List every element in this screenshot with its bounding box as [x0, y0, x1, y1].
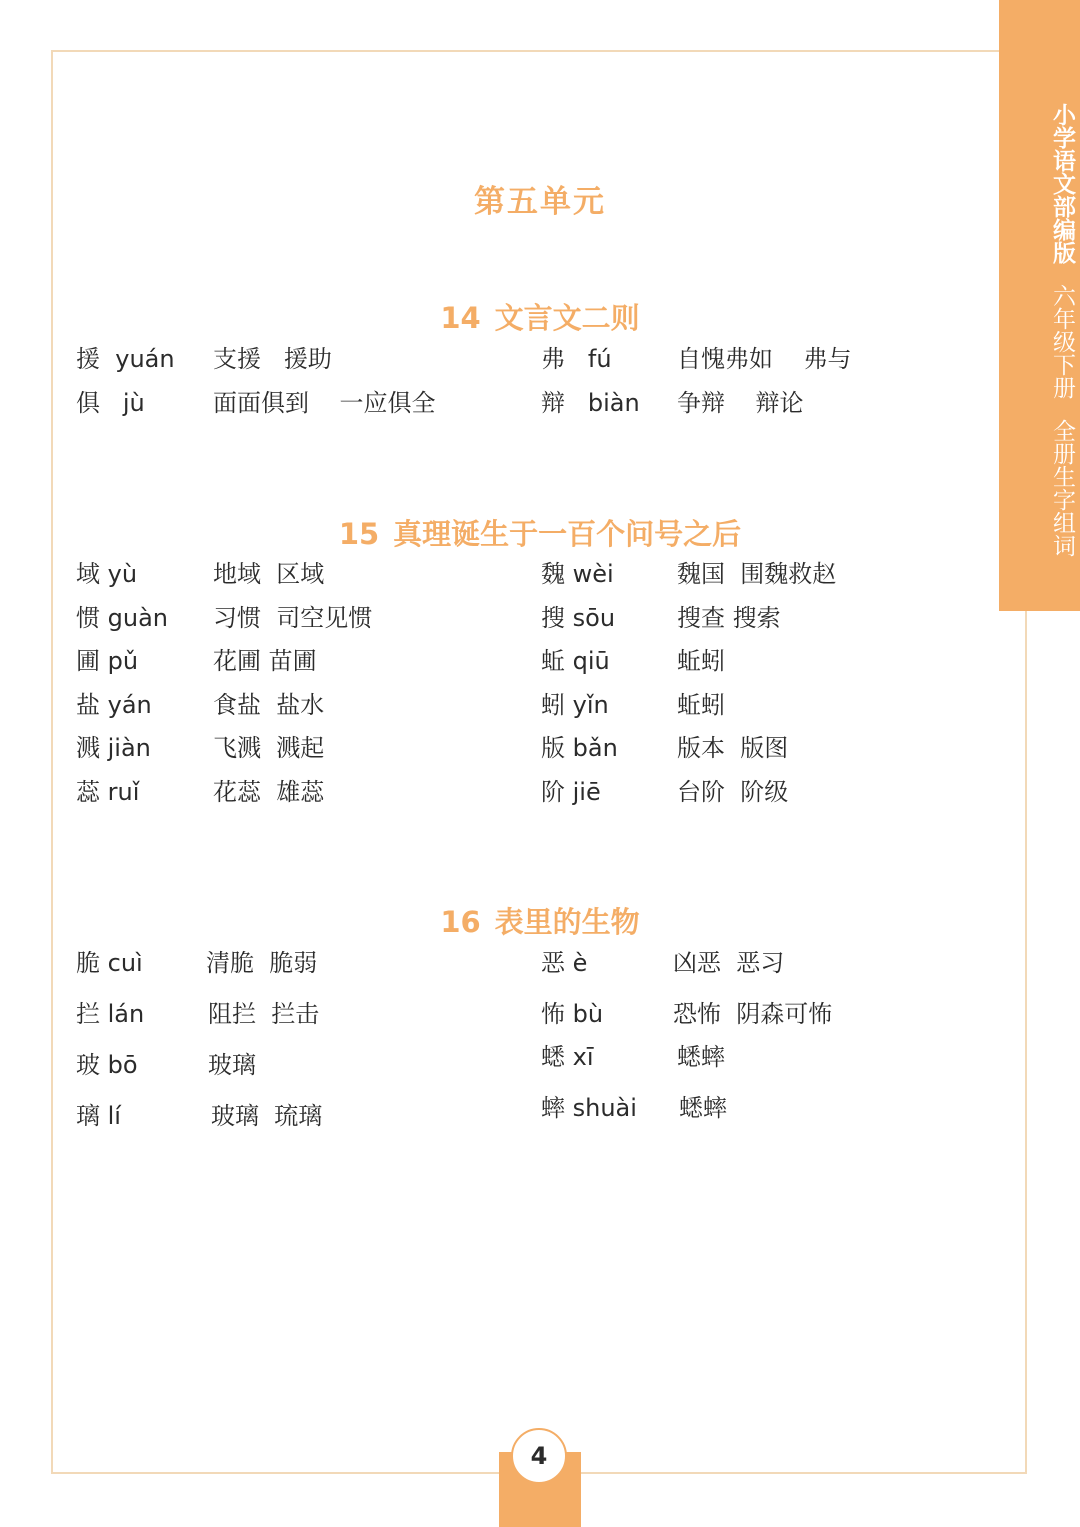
char-pinyin: 怖 bù [541, 1000, 604, 1028]
word-group: 花蕊 雄蕊 [213, 778, 325, 806]
char-pinyin: 援 yuán [76, 345, 175, 373]
char-pinyin: 弗 fú [541, 345, 612, 373]
char-pinyin: 蟀 shuài [541, 1094, 637, 1122]
word-group: 清脆 脆弱 [206, 949, 318, 977]
lesson-number: 16 [440, 905, 481, 939]
char-pinyin: 魏 wèi [541, 560, 614, 588]
page-number: 4 [511, 1428, 567, 1484]
word-group: 蟋蟀 [679, 1094, 727, 1122]
side-tab-subtitle: 全册生字组词 [1049, 419, 1075, 557]
char-pinyin: 俱 jù [76, 389, 145, 417]
word-group: 支援 援助 [213, 345, 332, 373]
char-pinyin: 脆 cuì [76, 949, 143, 977]
word-group: 自愧弗如 弗与 [677, 345, 852, 373]
word-group: 食盐 盐水 [213, 691, 325, 719]
lesson-14-title [0, 296, 1080, 337]
lesson-15-title [0, 512, 1080, 553]
word-group: 习惯 司空见惯 [213, 604, 373, 632]
lesson-name: 真理诞生于一百个问号之后 [393, 517, 742, 551]
char-pinyin: 蚓 yǐn [541, 691, 609, 719]
word-group: 版本 版图 [677, 734, 789, 762]
lesson-number: 15 [338, 517, 380, 551]
word-group: 争辩 辩论 [677, 389, 804, 417]
word-group: 蚯蚓 [677, 647, 725, 675]
char-pinyin: 蕊 ruǐ [76, 778, 140, 806]
word-group: 台阶 阶级 [677, 778, 789, 806]
word-group: 凶恶 恶习 [673, 949, 785, 977]
word-group: 玻璃 琉璃 [211, 1102, 323, 1130]
page-frame [51, 50, 1027, 1474]
char-pinyin: 圃 pǔ [76, 647, 139, 675]
char-pinyin: 搜 sōu [541, 604, 616, 632]
word-group: 地域 区域 [213, 560, 325, 588]
char-pinyin: 辩 biàn [541, 389, 640, 417]
word-group: 飞溅 溅起 [213, 734, 325, 762]
word-group: 面面俱到 一应俱全 [213, 389, 436, 417]
char-pinyin: 蚯 qiū [541, 647, 610, 675]
side-tab-series: 小学语文部编版 [1049, 103, 1075, 264]
char-pinyin: 璃 lí [76, 1102, 121, 1130]
lesson-number: 14 [440, 301, 481, 335]
word-group: 魏国 围魏救赵 [677, 560, 837, 588]
lesson-name: 文言文二则 [494, 301, 640, 335]
char-pinyin: 域 yù [76, 560, 138, 588]
char-pinyin: 盐 yán [76, 691, 152, 719]
char-pinyin: 拦 lán [76, 1000, 145, 1028]
word-group: 花圃 苗圃 [213, 647, 317, 675]
lesson-name: 表里的生物 [494, 905, 640, 939]
char-pinyin: 版 bǎn [541, 734, 618, 762]
char-pinyin: 惯 guàn [76, 604, 168, 632]
char-pinyin: 溅 jiàn [76, 734, 151, 762]
unit-title: 第五单元 [474, 184, 606, 220]
char-pinyin: 蟋 xī [541, 1043, 594, 1071]
word-group: 蟋蟀 [677, 1043, 725, 1071]
word-group: 阻拦 拦击 [208, 1000, 320, 1028]
side-tab-grade: 六年级下册 [1049, 284, 1075, 399]
word-group: 玻璃 [208, 1051, 256, 1079]
word-group: 恐怖 阴森可怖 [673, 1000, 833, 1028]
lesson-16-title [0, 900, 1080, 941]
word-group: 蚯蚓 [677, 691, 725, 719]
char-pinyin: 阶 jiē [541, 778, 601, 806]
char-pinyin: 恶 è [541, 949, 588, 977]
word-group: 搜查 搜索 [677, 604, 781, 632]
char-pinyin: 玻 bō [76, 1051, 138, 1079]
